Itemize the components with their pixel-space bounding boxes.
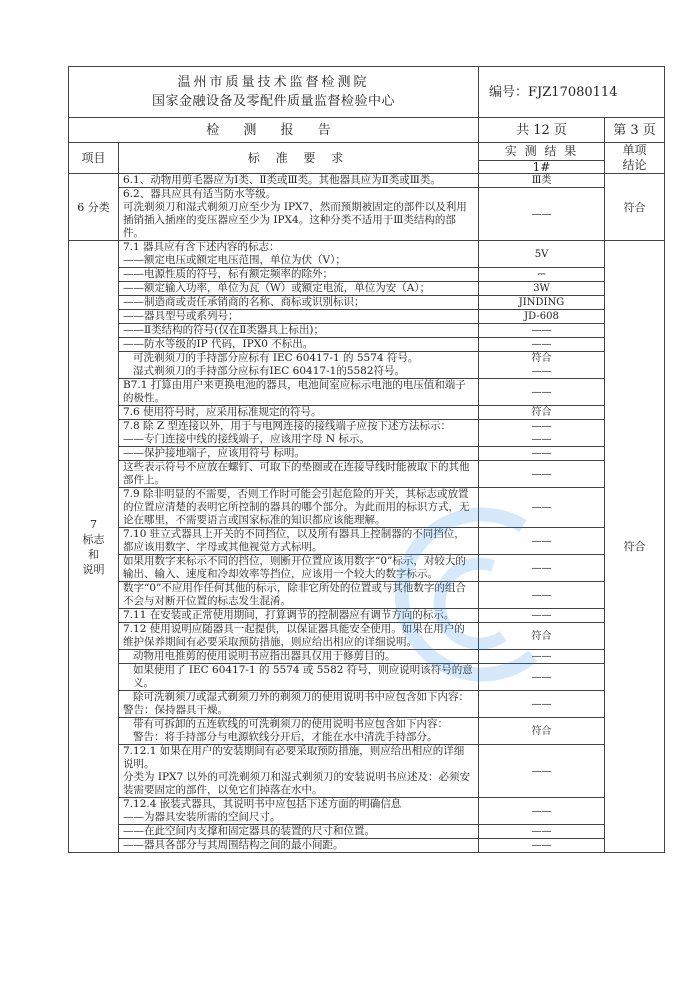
requirement-text: 如果用数字来标示不同的挡位，则断开位置应该用数字“0”标示，对较大的输出、输入、速度和冷却效率等挡位，应该用一个较大的数字标示。 (119, 555, 479, 582)
table-row (69, 338, 665, 352)
requirement-text: B7.1 打算由用户来更换电池的器具，电池间室应标示电池的电压值和端子的极性。 (119, 379, 479, 406)
table-row (69, 241, 665, 268)
result-value: 符合 (479, 718, 605, 745)
requirement-text: 7.12.4 嵌装式器具，其说明书中应包括下述方面的明确信息 ——为器具安装所需的空间尺寸。 (119, 798, 479, 825)
result-value-2: —— (531, 366, 552, 377)
result-value: —— —— (479, 420, 605, 447)
table-row (69, 352, 665, 379)
requirement-text: 带有可拆卸的五连软线的可洗剃须刀的使用说明书应包含如下内容： 警告：将手持部分与电源软线分开后，才能在水中清洗手持部分。 (119, 718, 479, 745)
requirement-text: ——电源性质的符号，标有额定频率的除外； (119, 268, 479, 282)
table-row (69, 488, 665, 528)
institute-line-2: 国家金融设备及零配件质量监督检验中心 (152, 94, 396, 109)
result-value: —— (479, 488, 605, 528)
table-row (69, 582, 665, 609)
table-row (69, 406, 665, 420)
column-verdict: 单项 结论 (605, 143, 665, 174)
requirement-text: ——制造商或责任承销商的名称、商标或识别标识； (119, 296, 479, 310)
result-value: —— (479, 582, 605, 609)
requirement-text: ——保护接地端子，应该用符号 标明。 (119, 447, 479, 461)
category-7: 7 标志 和 说明 (69, 241, 119, 853)
result-value: —— (479, 188, 605, 241)
verdict-7: 符合 (605, 241, 665, 853)
result-value-2: —— (531, 434, 552, 445)
table-row (69, 174, 665, 188)
result-value: —— (479, 379, 605, 406)
result-value: 5V (479, 241, 605, 268)
result-value: —— (479, 528, 605, 555)
requirement-text: 如果使用了 IEC 60417-1 的 5574 或 5582 符号，则应说明该符号的意义。 (119, 664, 479, 691)
result-value: —— (479, 338, 605, 352)
section-7 (69, 241, 665, 853)
total-pages: 共 12 页 (479, 118, 605, 143)
table-row (69, 664, 665, 691)
result-value: —— (479, 691, 605, 718)
table-row (69, 420, 665, 447)
table-row (69, 379, 665, 406)
verdict-6: 符合 (605, 174, 665, 241)
report-table (68, 66, 665, 853)
report-number-value: FJZ17080114 (528, 84, 618, 100)
table-row (69, 650, 665, 664)
table-row (69, 528, 665, 555)
result-value: —— (479, 839, 605, 853)
result-value: 符合 (479, 406, 605, 420)
result-value: —— (479, 555, 605, 582)
result-value: —— (479, 324, 605, 338)
column-result: 实 测 结 果 (479, 143, 605, 161)
table-row (69, 798, 665, 825)
table-row (69, 825, 665, 839)
report-number: 编号：FJZ17080114 (479, 67, 665, 118)
requirement-text: ——防水等级的IP 代码，IPX0 不标出。 (119, 338, 479, 352)
section-6 (69, 174, 665, 241)
result-value: Ⅲ类 (479, 174, 605, 188)
column-requirement: 标 准 要 求 (119, 143, 479, 174)
result-value: —— (479, 825, 605, 839)
requirement-text: ——额定输入功率，单位为瓦（W）或额定电流，单位为安（A）； (119, 282, 479, 296)
table-row (69, 745, 665, 798)
requirement-text: ——在此空间内支撑和固定器具的装置的尺寸和位置。 (119, 825, 479, 839)
requirement-text: 7.1 器具应有含下述内容的标志： ——额定电压或额定电压范围，单位为伏（V）； (119, 241, 479, 268)
requirement-text: 可洗剃须刀的手持部分应标有 IEC 60417-1 的 5574 符号。 湿式剃须刀的手持部分应标有IEC 60417-1的5582符号。 (119, 352, 479, 379)
institute-name (69, 67, 479, 118)
requirement-text: 7.10 驻立式器具上开关的不同挡位，以及所有器具上控制器的不同挡位，都应该用数字、字母或其他视觉方式标明。 (119, 528, 479, 555)
result-value: JINDING (479, 296, 605, 310)
requirement-text: 7.11 在安装或正常使用期间，打算调节的控制器应有调节方向的标示。 (119, 609, 479, 623)
result-value: —— (479, 650, 605, 664)
requirement-text: ——Ⅱ类结构的符号(仅在Ⅱ类器具上标出)； (119, 324, 479, 338)
requirement-text: ——器具各部分与其周围结构之间的最小间距。 (119, 839, 479, 853)
table-row (69, 623, 665, 650)
result-value: 符合 (479, 623, 605, 650)
table-row (69, 691, 665, 718)
requirement-text: 这些表示符号不应放在螺钉、可取下的垫圈或在连接导线时能被取下的其他部件上。 (119, 461, 479, 488)
table-row (69, 461, 665, 488)
requirement-text: 7.12.1 如果在用户的安装期间有必要采取预防措施，则应给出相应的详细说明。 分类为 IPX7 以外的可洗剃须刀和湿式剃须刀的安装说明书应述及：必须安装需要固定的部件，以免它们掉落在水中。 (119, 745, 479, 798)
table-row (69, 324, 665, 338)
table-row (69, 555, 665, 582)
result-value: —— (479, 798, 605, 825)
requirement-text: 7.6 使用符号时，应采用标准规定的符号。 (119, 406, 479, 420)
column-result-sample: 1# (479, 160, 605, 173)
result-value: 3W (479, 282, 605, 296)
table-row (69, 296, 665, 310)
institute-line-1: 温州市质量技术监督检测院 (177, 75, 370, 90)
requirement-text: 7.9 除非明显的不需要，否则工作时可能会引起危险的开关，其标志或放置的位置应清楚的表明它所控制的器具的哪个部分。为此而用的标识方式，无论在哪里，不需要语言或国家标准的知识都应该能理解。 (119, 488, 479, 528)
requirement-text: 除可洗剃须刀或湿式剃须刀外的剃须刀的使用说明书中应包含如下内容： 警告：保持器具干燥。 (119, 691, 479, 718)
result-value: —— (479, 745, 605, 798)
table-row (69, 268, 665, 282)
requirement-text: 6.2、器具应具有适当防水等级。 可洗剃须刀和湿式剃须刀应至少为 IPX7，然而预期被固定的部件以及利用插销插入插座的变压器应至少为 IPX4。这种分类不适用于Ⅲ类结构的部件。 (119, 188, 479, 241)
result-value: —— (479, 609, 605, 623)
requirement-text: 7.12 使用说明应随器具一起提供，以保证器具能安全使用。如果在用户的维护保养期间有必要采取预防措施，则应给出相应的详细说明。 (119, 623, 479, 650)
page-number: 第 3 页 (605, 118, 665, 143)
column-item: 项目 (69, 143, 119, 174)
category-6: 6 分类 (69, 174, 119, 241)
requirement-text: ——器具型号或系列号； (119, 310, 479, 324)
result-value: —— (479, 461, 605, 488)
report-page (68, 66, 664, 853)
table-row (69, 282, 665, 296)
requirement-text: 7.8 除 Z 型连接以外，用于与电网连接的接线端子应按下述方法标示： ——专门连接中线的接线端子，应该用字母 N 标示。 (119, 420, 479, 447)
result-value: ⎓ (479, 268, 605, 282)
result-value: 符合 —— (479, 352, 605, 379)
table-row (69, 839, 665, 853)
result-value: —— (479, 664, 605, 691)
requirement-text: 动物用电推剪的使用说明书应指出器具仅用于修剪目的。 (119, 650, 479, 664)
report-title: 检 测 报 告 (69, 118, 479, 143)
requirement-text: 数字“0”不应用作任何其他的标示，除非它所处的位置或与其他数字的组合不会与对断开位置的标志发生混淆。 (119, 582, 479, 609)
table-row (69, 310, 665, 324)
table-row (69, 718, 665, 745)
table-row (69, 447, 665, 461)
result-value: —— (479, 447, 605, 461)
result-value: JD-608 (479, 310, 605, 324)
table-row (69, 188, 665, 241)
requirement-text: 6.1、动物用剪毛器应为Ⅰ类、Ⅱ类或Ⅲ类。其他器具应为Ⅱ类或Ⅲ类。 (119, 174, 479, 188)
table-row (69, 609, 665, 623)
